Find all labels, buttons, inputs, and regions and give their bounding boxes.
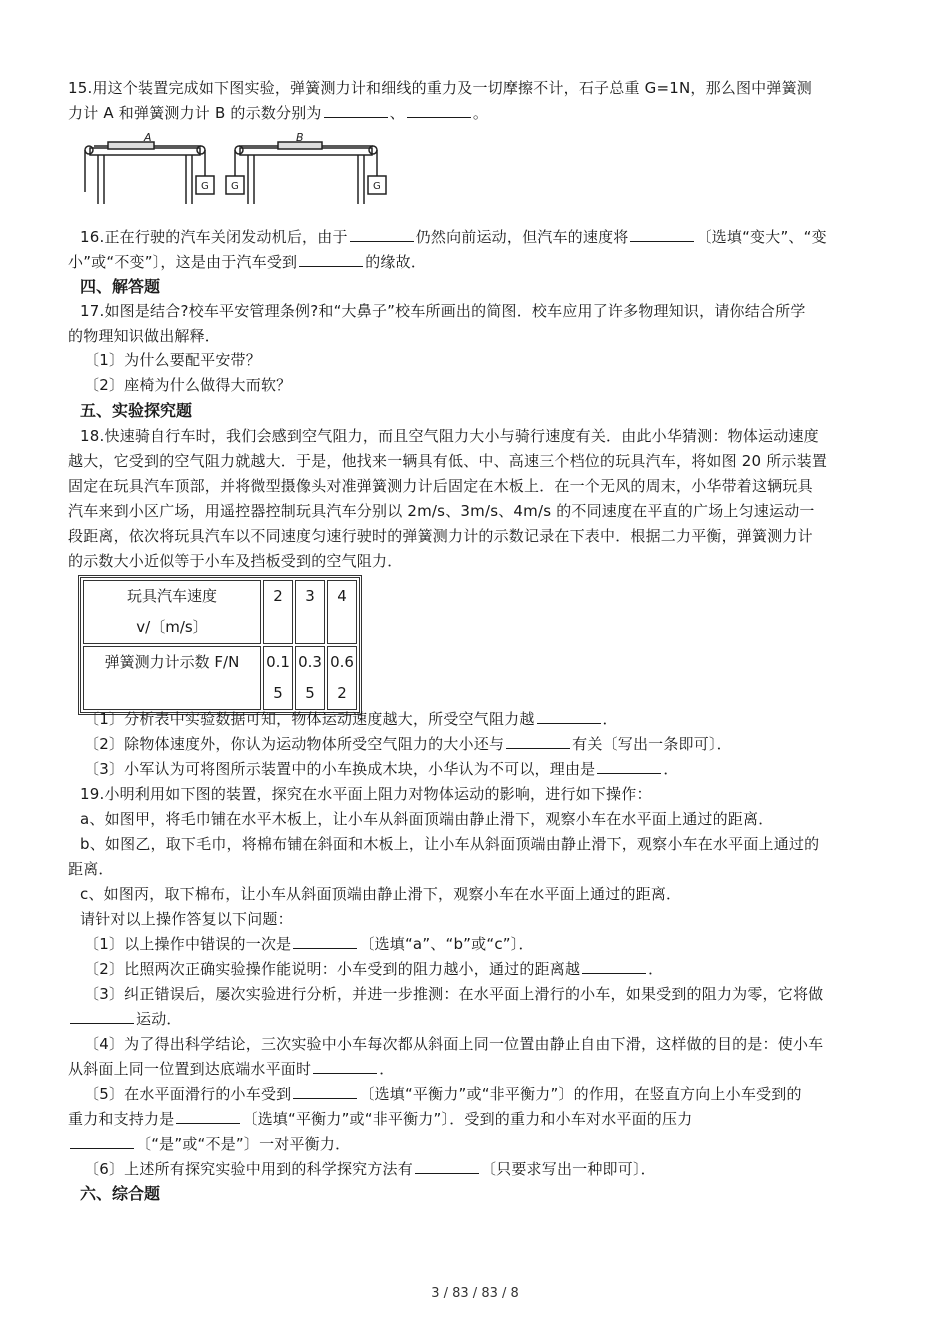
q19-part2 bbox=[84, 959, 663, 979]
q19-text: 〔6〕上述所有探究实验中用到的科学探究方法有 bbox=[84, 1160, 413, 1178]
q19-text: 〔选填“平衡力”或“非平衡力”〕的作用，在竖直方向上小车受到的 bbox=[359, 1085, 802, 1103]
section-heading-5: 五、实验探究题 bbox=[80, 401, 193, 420]
table-cell-speed-label bbox=[83, 580, 261, 644]
q18-text: 有关〔写出一条即可〕． bbox=[572, 735, 732, 753]
setup-a bbox=[85, 142, 214, 204]
q16-line1 bbox=[80, 227, 827, 247]
q19-part1 bbox=[84, 934, 534, 954]
answer-blank[interactable] bbox=[70, 1134, 134, 1149]
q18-part1 bbox=[84, 709, 618, 729]
q18-text: 〔3〕小军认为可将图所示装置中的小车换成木块，小华认为不可以，理由是 bbox=[84, 760, 596, 778]
q19-text: 〔选填“a”、“b”或“c”〕． bbox=[359, 935, 534, 953]
q19-part6 bbox=[84, 1159, 656, 1179]
answer-blank[interactable] bbox=[293, 1084, 357, 1099]
table-cell bbox=[263, 646, 293, 710]
q18-text: ． bbox=[602, 710, 618, 728]
q19-part5 bbox=[84, 1084, 802, 1104]
weight-g: G bbox=[373, 181, 381, 192]
q19-text: ． bbox=[379, 1060, 395, 1078]
q19-line1: 19.小明利用如下图的装置，探究在水平面上阻力对物体运动的影响，进行如下操作： bbox=[80, 785, 652, 803]
q19-text: 〔选填“平衡力”或“非平衡力”〕．受到的重力和小车对水平面的压力 bbox=[242, 1110, 693, 1128]
q15-line2 bbox=[68, 103, 488, 123]
table-cell: 3 bbox=[295, 580, 325, 644]
label-a: A bbox=[144, 132, 152, 144]
force-value-top: 0.1 bbox=[266, 653, 290, 671]
data-table bbox=[78, 575, 362, 715]
force-value-bottom: 5 bbox=[305, 684, 315, 702]
q19-step-c: c、如图丙，取下棉布，让小车从斜面顶端由静止滑下，观察小车在水平面上通过的距离． bbox=[80, 885, 682, 903]
q18-part2 bbox=[84, 734, 732, 754]
setup-b bbox=[226, 142, 386, 204]
force-value-bottom: 5 bbox=[273, 684, 283, 702]
q16-line2 bbox=[68, 252, 426, 272]
q19-text: 从斜面上同一位置到达底端水平面时 bbox=[68, 1060, 312, 1078]
answer-blank[interactable] bbox=[506, 734, 570, 749]
q18-line: 段距离，依次将玩具汽车以不同速度匀速行驶时的弹簧测力计的示数记录在下表中．根据二力平衡，弹簧测力计 bbox=[68, 527, 813, 545]
weight-g: G bbox=[231, 181, 239, 192]
table-cell bbox=[327, 646, 357, 710]
q16-text: 仍然向前运动，但汽车的速度将 bbox=[415, 228, 629, 246]
answer-blank[interactable] bbox=[293, 934, 357, 949]
q19-step-a: a、如图甲，将毛巾铺在水平木板上，让小车从斜面顶端由静止滑下，观察小车在水平面上通过的距离． bbox=[80, 810, 774, 828]
table-row bbox=[83, 646, 357, 710]
q15-text: 力计 A 和弹簧测力计 B 的示数分别为 bbox=[68, 104, 322, 122]
q16-text: 的缘故． bbox=[365, 253, 427, 271]
q19-text: 〔2〕比照两次正确实验操作能说明：小车受到的阻力越小，通过的距离越 bbox=[84, 960, 581, 978]
q19-text: 〔“是”或“不是”〕一对平衡力． bbox=[136, 1135, 351, 1153]
q17-line1: 17.如图是结合?校车平安管理条例?和“大鼻子”校车所画出的简图．校车应用了许多物理知识，请你结合所学 bbox=[80, 302, 806, 320]
q19-prompt: 请针对以上操作答复以下问题： bbox=[80, 910, 293, 928]
answer-blank[interactable] bbox=[70, 1009, 134, 1024]
q19-step-b-cont: 距离． bbox=[68, 860, 114, 878]
weight-g: G bbox=[201, 181, 209, 192]
q17-part1: 〔1〕为什么要配平安带？ bbox=[84, 351, 261, 369]
q19-part3-cont bbox=[68, 1009, 182, 1029]
q18-line: 固定在玩具汽车顶部，并将微型摄像头对准弹簧测力计后固定在木板上．在一个无风的周末，小华带着这辆玩具 bbox=[68, 477, 813, 495]
q19-text: 运动． bbox=[136, 1010, 182, 1028]
answer-blank[interactable] bbox=[407, 103, 471, 118]
force-value-top: 0.3 bbox=[298, 653, 322, 671]
q18-line: 汽车来到小区广场，用遥控器控制玩具汽车分别以 2m/s、3m/s、4m/s 的不同速度在平直的广场上匀速运动一 bbox=[68, 502, 815, 520]
answer-blank[interactable] bbox=[582, 959, 646, 974]
q18-line: 的示数大小近似等于小车及挡板受到的空气阻力． bbox=[68, 552, 403, 570]
table-cell-force-label: 弹簧测力计示数 F/N bbox=[83, 646, 261, 710]
answer-blank[interactable] bbox=[313, 1059, 377, 1074]
answer-blank[interactable] bbox=[299, 252, 363, 267]
table-cell bbox=[295, 646, 325, 710]
q16-text: 小”或“不变”〕，这是由于汽车受到 bbox=[68, 253, 298, 271]
q19-part4: 〔4〕为了得出科学结论，三次实验中小车每次都从斜面上同一位置由静止自由下滑，这样做的目的是：使小车 bbox=[84, 1035, 824, 1053]
q19-text: 〔1〕以上操作中错误的一次是 bbox=[84, 935, 292, 953]
q19-text: ． bbox=[648, 960, 664, 978]
page-footer: 3 / 83 / 83 / 8 bbox=[431, 1286, 519, 1301]
force-value-bottom: 2 bbox=[337, 684, 347, 702]
q19-part5-cont bbox=[68, 1109, 692, 1129]
q15-line1: 15.用这个装置完成如下图实验，弹簧测力计和细线的重力及一切摩擦不计，石子总重 G=1N，那么图中弹簧测 bbox=[68, 79, 812, 97]
force-value-top: 0.6 bbox=[330, 653, 354, 671]
q16-text: 〔选填“变大”、“变 bbox=[696, 228, 827, 246]
q18-text: 〔1〕分析表中实验数据可知，物体运动速度越大，所受空气阻力越 bbox=[84, 710, 535, 728]
answer-blank[interactable] bbox=[350, 227, 414, 242]
label-b: B bbox=[296, 132, 304, 144]
q19-text: 重力和支持力是 bbox=[68, 1110, 175, 1128]
q18-text: 〔2〕除物体速度外，你认为运动物体所受空气阻力的大小还与 bbox=[84, 735, 505, 753]
answer-blank[interactable] bbox=[630, 227, 694, 242]
q19-part5-cont2 bbox=[68, 1134, 350, 1154]
table-cell: 4 bbox=[327, 580, 357, 644]
answer-blank[interactable] bbox=[597, 759, 661, 774]
q15-figure bbox=[82, 132, 392, 210]
q17-line2: 的物理知识做出解释． bbox=[68, 327, 221, 345]
q19-step-b: b、如图乙，取下毛巾，将棉布铺在斜面和木板上，让小车从斜面顶端由静止滑下，观察小车在水平面上通过的 bbox=[80, 835, 820, 853]
table-row bbox=[83, 580, 357, 644]
q18-part3 bbox=[84, 759, 679, 779]
q19-part3: 〔3〕纠正错误后，屡次实验进行分析，并进一步推测：在水平面上滑行的小车，如果受到的阻力为零，它将做 bbox=[84, 985, 824, 1003]
speed-label-line1: 玩具汽车速度 bbox=[126, 587, 217, 605]
q18-line: 越大，它受到的空气阻力就越大．于是，他找来一辆具有低、中、高速三个档位的玩具汽车，将如图 20 所示装置 bbox=[68, 452, 828, 470]
q18-line: 18.快速骑自行车时，我们会感到空气阻力，而且空气阻力大小与骑行速度有关．由此小华猜测：物体运动速度 bbox=[80, 427, 819, 445]
answer-blank[interactable] bbox=[324, 103, 388, 118]
q16-text: 16.正在行驶的汽车关闭发动机后，由于 bbox=[80, 228, 348, 246]
q19-text: 〔只要求写出一种即可〕． bbox=[480, 1160, 656, 1178]
speed-label-line2: v/〔m/s〕 bbox=[136, 618, 208, 636]
q19-part4-cont bbox=[68, 1059, 394, 1079]
table-cell: 2 bbox=[263, 580, 293, 644]
q18-text: ． bbox=[663, 760, 679, 778]
answer-blank[interactable] bbox=[537, 709, 601, 724]
q17-part2: 〔2〕座椅为什么做得大而软？ bbox=[84, 376, 292, 394]
answer-blank[interactable] bbox=[176, 1109, 240, 1124]
section-heading-4: 四、解答题 bbox=[80, 277, 161, 296]
q19-text: 〔5〕在水平面滑行的小车受到 bbox=[84, 1085, 292, 1103]
answer-blank[interactable] bbox=[415, 1159, 479, 1174]
q15-sep: 、 bbox=[389, 104, 405, 122]
section-heading-6: 六、综合题 bbox=[80, 1184, 161, 1203]
q15-end: 。 bbox=[472, 104, 489, 122]
